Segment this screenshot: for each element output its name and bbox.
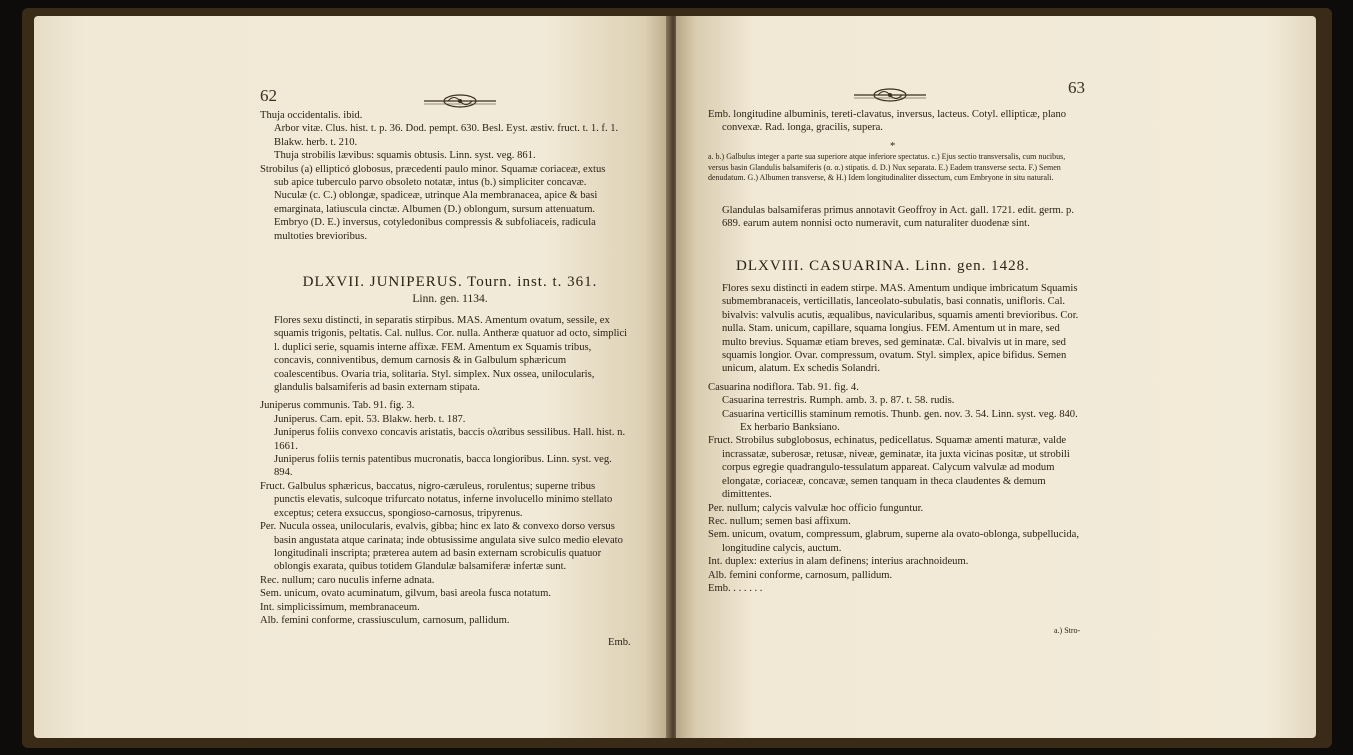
text-line: Juniperus. Cam. epit. 53. Blakw. herb. t. 187. [274, 413, 466, 425]
left-page [34, 16, 670, 738]
left-page-number: 62 [260, 86, 277, 105]
figure-explanation-note: a. b.) Galbulus integer a parte sua superiore atque inferiore spectatus. c.) Ejus sectio transversalis, cum nucibus, versus basin Glandulis balsamiferis (α. α.) stipatis. d. D.) Nux separata. E.) Eadem transverse secta. F.) Semen denudatum. G.) Albumen transverse, & H.) Idem longitudinaliter dissectum, cum Embryone in situ naturali. [708, 152, 1066, 182]
right-page [676, 16, 1316, 738]
text-line: Flores sexu distincti, in separatis stirpibus. MAS. Amentum ovatum, sessile, ex squamis trigonis, peltatis. Cal. nullus. Cor. nulla. Antheræ quatuor ad octo, simplici l. duplici serie, squamis interne affixæ. FEM. Amentum ex Squamis tribus, concavis, conniventibus, demum carnosis & in Galbulum sphæricum coalescentibus. Ovaria tria, solitaria. Styl. simplex. Nux ossea, unilocularis, glandulis balsamiferis ad basin externam stipata. [274, 315, 628, 394]
footnote-marker: * [890, 141, 896, 152]
text-line: Arbor vitæ. Clus. hist. t. p. 36. Dod. pempt. 630. Besl. Eyst. æstiv. fruct. t. 1. f. 1. Blakw. herb. t. 210. [274, 123, 619, 148]
text-line: Sem. unicum, ovato acuminatum, gilvum, basi areola fusca notatum. [260, 588, 551, 600]
text-line: Casuarina verticillis staminum remotis. Thunb. gen. nov. 3. 54. Linn. syst. veg. 840. [722, 408, 1078, 420]
section-title-juniperus: DLXVII. JUNIPERUS. Tourn. inst. t. 361. [302, 274, 598, 290]
section-title-casuarina: DLXVIII. CASUARINA. Linn. gen. 1428. [736, 258, 1030, 274]
text-line: Casuarina terrestris. Rumph. amb. 3. p. 87. t. 58. rudis. [722, 395, 955, 407]
right-section-heading [708, 248, 1088, 277]
text-line: Per. Nucula ossea, unilocularis, evalvis, gibba; hinc ex lato & convexo dorso versus basin angustata atque carinata; inde obtusissime angulata sive sulco medio elevato longitudinali inscripta; præterea autem ad basin externam scrobiculis quatuor oblongis exarata, quibus totidem Glandulæ balsamiferæ infertæ sunt. [260, 521, 623, 573]
right-text-block-2 [708, 282, 1080, 595]
text-line: Casuarina nodiflora. Tab. 91. fig. 4. [708, 381, 859, 393]
text-line: Ex herbario Banksiano. [740, 422, 840, 434]
text-line: Int. simplicissimum, membranaceum. [260, 601, 420, 613]
right-page-number: 63 [1068, 78, 1085, 97]
section-subtitle-juniperus: Linn. gen. 1134. [412, 293, 488, 305]
text-line: Fruct. Galbulus sphæricus, baccatus, nigro-cæruleus, rorulentus; superne tribus punctis elevatis, sulcoque trifurcato notatus, inferne involucello minimo stellato exceptus; cetera exsuccus, spongioso-carnosus, tripyrenus. [260, 480, 613, 519]
text-line: Flores sexu distincti in eadem stirpe. MAS. Amentum undique imbricatum Squamis submembranaceis, verticillatis, lanceolato-subulatis, basi connatis, unifloris. Cal. bivalvis: valvulis acutis, æqualibus, navicularibus, squamis amenti brevioribus. Cor. nulla. Stam. unicum, capillare, squama longius. FEM. Amentum ut in mare, sed multo brevius. Squamæ etiam breves, sed geminatæ. Cal. bivalvis ut in mare, sed squamis longior. Ovar. compressum, ovatum. Styl. simplex, apice bifidus. Semen unicum, alatum. Ex schedis Solandri. [722, 283, 1079, 375]
text-line: Int. duplex: exterius in alam definens; interius arachnoideum. [708, 556, 969, 568]
right-text-block [708, 108, 1076, 135]
text-line: Thuja strobilis lævibus: squamis obtusis. Linn. syst. veg. 861. [274, 150, 536, 162]
text-line: Emb. longitudine albuminis, tereti-clavatus, inversus, lacteus. Cotyl. ellipticæ, plano convexæ. Rad. longa, gracilis, supera. [708, 109, 1067, 134]
headpiece-ornament-icon [424, 92, 496, 110]
left-section-heading [260, 264, 640, 309]
text-line: Rec. nullum; semen basi affixum. [708, 515, 851, 527]
right-catchword: a.) Stro- [1054, 626, 1081, 635]
text-line: Sem. unicum, ovatum, compressum, glabrum, superne ala ovato-oblonga, subpellucida, longitudine calycis, auctum. [708, 529, 1079, 554]
text-line: Strobilus (a) ellipticó globosus, præcedenti paulo minor. Squamæ coriaceæ, extus sub apice tuberculo parvo obsoleto notatæ, intus (b.) simpliciter concavæ. Nuculæ (c. C.) oblongæ, spadiceæ, utrinque Ala membranacea, apice & basi emarginata, latiuscula cinctæ. Albumen (D.) oblongum, sursum attenuatum. Embryo (D. E.) inversus, cotyledonibus compressis & subfoliaceis, radicula multoties brevioribus. [260, 163, 606, 242]
text-line: Per. nullum; calycis valvulæ hoc officio funguntur. [708, 502, 924, 514]
text-line: Juniperus foliis convexo concavis aristatis, baccis ολαribus sessilibus. Hall. hist. n. 1661. [274, 427, 626, 452]
left-text-block [260, 109, 620, 243]
text-line: Rec. nullum; caro nuculis inferne adnata. [260, 574, 435, 586]
text-line: Emb. . . . . . . [708, 582, 763, 594]
text-line: Fruct. Strobilus subglobosus, echinatus, pedicellatus. Squamæ amenti maturæ, valde incrassatæ, suberosæ, retusæ, niveæ, geminatæ, ita juxta vicinas positæ, ut strobili corpus egregie quadrangulo-tessulatum appareat. Calycum valvulæ ad modum elongatæ, coriaceæ, concavæ, semen tanquam in theca claudentes & demum dimittentes. [708, 435, 1070, 501]
text-line: Glandulas balsamiferas primus annotavit Geoffroy in Act. gall. 1721. edit. germ. p. 689. earum autem nonnisi octo numeravit, cum naturaliter duodenæ sint. [722, 205, 1074, 230]
left-text-block-2 [260, 314, 628, 627]
text-line: Thuja occidentalis. ibid. [260, 110, 363, 121]
text-line: Alb. femini conforme, carnosum, pallidum. [708, 569, 893, 581]
text-line: Juniperus communis. Tab. 91. fig. 3. [260, 400, 415, 412]
text-line: Alb. femini conforme, crassiusculum, carnosum, pallidum. [260, 614, 510, 626]
right-text-block-mid [708, 204, 1080, 231]
headpiece-ornament-icon [854, 86, 926, 104]
left-catchword: Emb. [608, 637, 631, 648]
text-line: Juniperus foliis ternis patentibus mucronatis, bacca longioribus. Linn. syst. veg. 894. [274, 454, 612, 479]
